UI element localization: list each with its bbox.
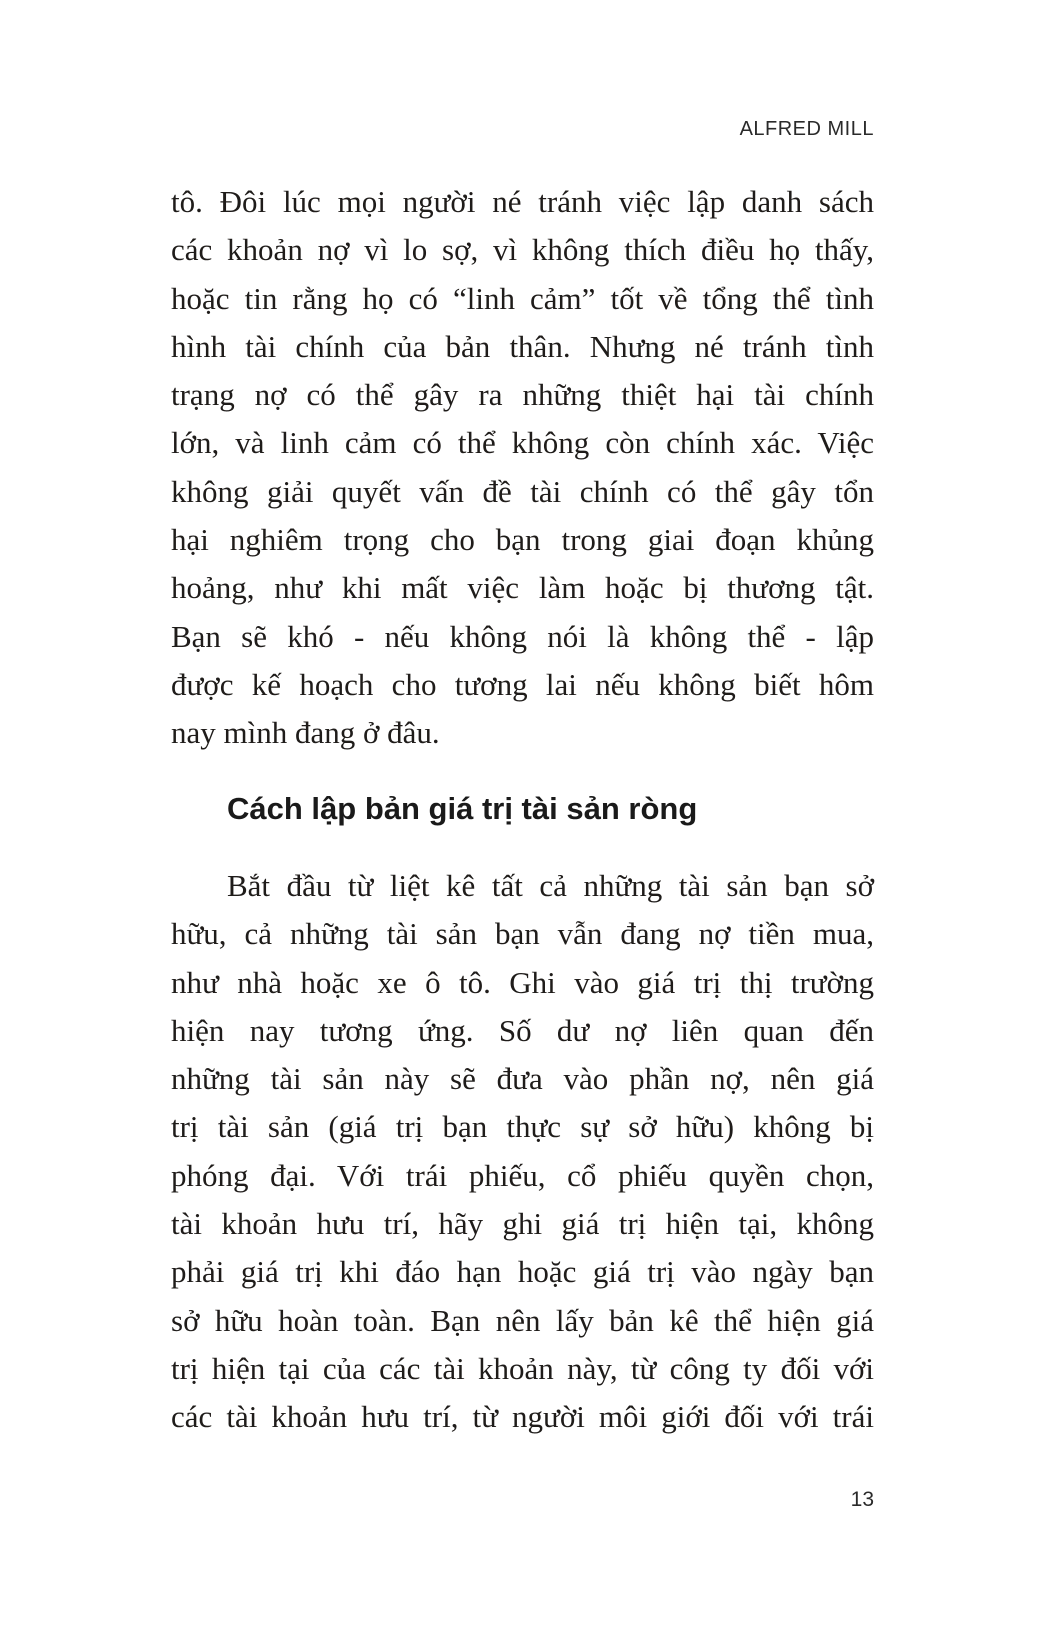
text-line: hình tài chính của bản thân. Nhưng né tránh tình <box>171 328 874 364</box>
text-line: trị hiện tại của các tài khoản này, từ công ty đối với <box>171 1350 874 1386</box>
text-line: hoảng, như khi mất việc làm hoặc bị thương tật. <box>171 570 874 606</box>
text-line: các tài khoản hưu trí, từ người môi giới đối với trái <box>171 1399 874 1435</box>
page-number: 13 <box>850 1488 874 1511</box>
text-line: tài khoản hưu trí, hãy ghi giá trị hiện tại, không <box>171 1206 874 1242</box>
text-line: hoặc tin rằng họ có “linh cảm” tốt về tổng thể tình <box>171 280 874 316</box>
text-line: không giải quyết vấn đề tài chính có thể gây tổn <box>171 473 874 509</box>
text-line: hữu, cả những tài sản bạn vẫn đang nợ tiền mua, <box>171 916 874 952</box>
text-line: các khoản nợ vì lo sợ, vì không thích điều họ thấy, <box>171 232 874 268</box>
text-line: hiện nay tương ứng. Số dư nợ liên quan đến <box>171 1012 874 1048</box>
text-line: Bắt đầu từ liệt kê tất cả những tài sản bạn sở <box>227 868 874 903</box>
text-line: hại nghiêm trọng cho bạn trong giai đoạn khủng <box>171 522 874 558</box>
body-paragraph-2 <box>171 862 874 1442</box>
text-line: nay mình đang ở đâu. <box>171 715 440 751</box>
text-line: những tài sản này sẽ đưa vào phần nợ, nên giá <box>171 1061 874 1097</box>
text-line: sở hữu hoàn toàn. Bạn nên lấy bản kê thể hiện giá <box>171 1302 874 1338</box>
running-header: ALFRED MILL <box>739 118 874 140</box>
text-line: được kế hoạch cho tương lai nếu không biết hôm <box>171 666 874 702</box>
section-heading: Cách lập bản giá trị tài sản ròng <box>227 791 698 826</box>
text-line: như nhà hoặc xe ô tô. Ghi vào giá trị thị trường <box>171 964 874 1000</box>
text-line: tô. Đôi lúc mọi người né tránh việc lập danh sách <box>171 184 874 219</box>
text-line: phải giá trị khi đáo hạn hoặc giá trị vào ngày bạn <box>171 1254 874 1290</box>
text-line: trị tài sản (giá trị bạn thực sự sở hữu) không bị <box>171 1109 874 1145</box>
body-paragraph-1 <box>171 178 874 758</box>
text-line: phóng đại. Với trái phiếu, cổ phiếu quyền chọn, <box>171 1157 874 1193</box>
text-line: Bạn sẽ khó - nếu không nói là không thể - lập <box>171 618 874 654</box>
text-line: trạng nợ có thể gây ra những thiệt hại tài chính <box>171 377 874 413</box>
text-line: lớn, và linh cảm có thể không còn chính xác. Việc <box>171 425 874 461</box>
